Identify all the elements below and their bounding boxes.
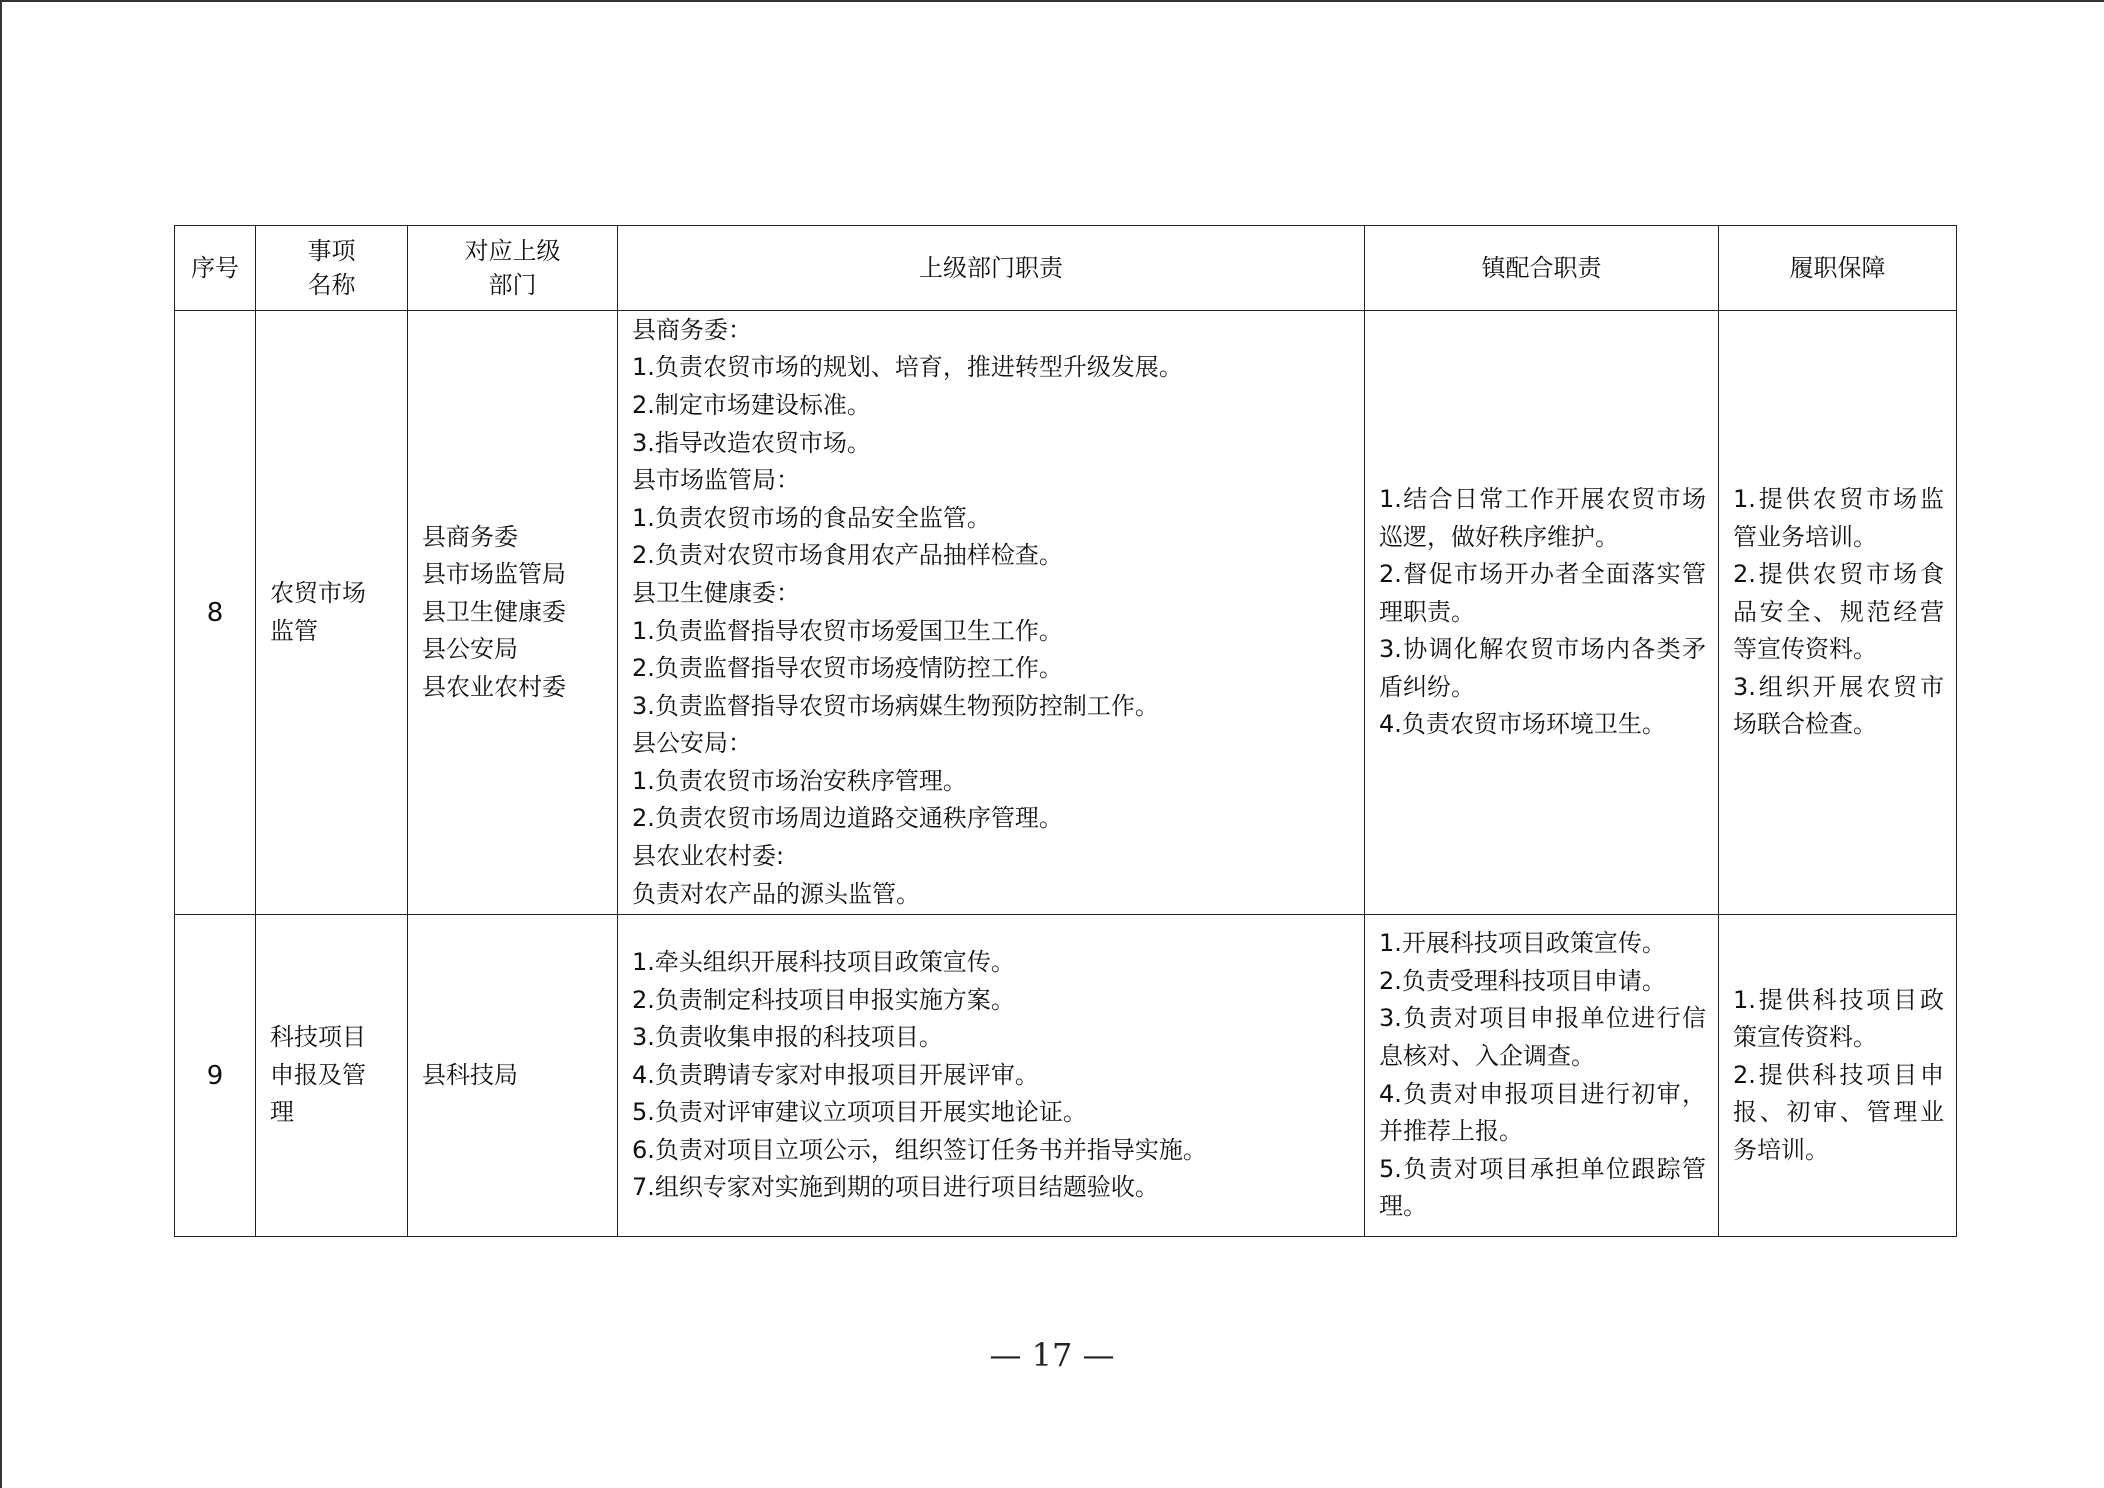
header-line: 名称 xyxy=(307,271,356,299)
duty-line: 县商务委： xyxy=(632,315,752,344)
town-duty-item: 1.结合日常工作开展农贸市场巡逻，做好秩序维护。 xyxy=(1379,484,1706,551)
header-number: 序号 xyxy=(175,226,256,311)
duty-line: 2.负责对农贸市场食用农产品抽样检查。 xyxy=(632,541,1063,570)
guarantee-item: 1.提供农贸市场监管业务培训。 xyxy=(1733,484,1944,551)
duty-line: 1.负责农贸市场的食品安全监管。 xyxy=(632,503,991,532)
table-row-9 xyxy=(175,915,1957,1237)
department-line: 县科技局 xyxy=(422,1060,518,1089)
town-duty-item: 4.负责对申报项目进行初审，并推荐上报。 xyxy=(1379,1079,1706,1146)
town-duty-item: 4.负责农贸市场环境卫生。 xyxy=(1379,710,1666,739)
header-item-name xyxy=(256,226,408,311)
duty-line: 2.负责制定科技项目申报实施方案。 xyxy=(632,985,1015,1014)
row-number: 8 xyxy=(175,311,256,915)
department-line: 县市场监管局 xyxy=(422,560,566,589)
row-number: 9 xyxy=(175,915,256,1237)
duty-line: 5.负责对评审建议立项项目开展实地论证。 xyxy=(632,1098,1087,1127)
guarantee-item: 2.提供科技项目申报、初审、管理业务培训。 xyxy=(1733,1060,1944,1164)
duty-line: 1.牵头组织开展科技项目政策宣传。 xyxy=(632,947,1015,976)
town-duty-item: 3.负责对项目申报单位进行信息核对、入企调查。 xyxy=(1379,1004,1706,1070)
duty-line: 县公安局： xyxy=(632,729,752,758)
item-name-line: 申报及管 xyxy=(270,1060,366,1089)
guarantees xyxy=(1719,915,1957,1237)
duty-line: 6.负责对项目立项公示，组织签订任务书并指导实施。 xyxy=(632,1135,1207,1164)
department-line: 县卫生健康委 xyxy=(422,597,566,626)
table-header-row xyxy=(175,226,1957,311)
department-line: 县商务委 xyxy=(422,522,518,551)
header-line: 事项 xyxy=(307,237,356,265)
header-guarantees: 履职保障 xyxy=(1719,226,1957,311)
duty-line: 1.负责农贸市场治安秩序管理。 xyxy=(632,766,967,795)
duty-line: 3.负责收集申报的科技项目。 xyxy=(632,1023,943,1052)
header-line: 部门 xyxy=(488,271,537,299)
superior-duties xyxy=(618,915,1365,1237)
duty-line: 4.负责聘请专家对申报项目开展评审。 xyxy=(632,1060,1039,1089)
duty-line: 2.负责农贸市场周边道路交通秩序管理。 xyxy=(632,804,1063,833)
duty-line: 2.制定市场建设标准。 xyxy=(632,390,871,419)
duty-line: 2.负责监督指导农贸市场疫情防控工作。 xyxy=(632,654,1063,683)
duty-line: 县农业农村委: xyxy=(632,842,785,871)
duty-line: 县卫生健康委： xyxy=(632,578,800,607)
guarantees xyxy=(1719,311,1957,915)
town-duty-item: 5.负责对项目承担单位跟踪管理。 xyxy=(1379,1154,1706,1221)
duty-line: 1.负责农贸市场的规划、培育，推进转型升级发展。 xyxy=(632,353,1183,382)
page-border-top xyxy=(0,0,2104,2)
header-superior-department xyxy=(408,226,618,311)
header-line: 对应上级 xyxy=(464,237,561,265)
superior-departments xyxy=(408,915,618,1237)
town-duty-item: 2.督促市场开办者全面落实管理职责。 xyxy=(1379,560,1706,626)
duty-line: 3.指导改造农贸市场。 xyxy=(632,428,871,457)
department-line: 县公安局 xyxy=(422,635,518,664)
guarantee-item: 1.提供科技项目政策宣传资料。 xyxy=(1733,985,1944,1052)
duty-line: 1.负责监督指导农贸市场爱国卫生工作。 xyxy=(632,616,1063,645)
item-name-line: 科技项目 xyxy=(270,1023,366,1052)
town-duties xyxy=(1365,311,1719,915)
superior-duties xyxy=(618,311,1365,915)
item-name-line: 农贸市场 xyxy=(270,578,366,607)
town-duty-item: 1.开展科技项目政策宣传。 xyxy=(1379,929,1666,958)
duty-line: 7.组织专家对实施到期的项目进行项目结题验收。 xyxy=(632,1173,1159,1202)
page-border-left xyxy=(0,0,2,1488)
page-number: — 17 — xyxy=(989,1336,1115,1374)
table-row-8 xyxy=(175,311,1957,915)
header-town-duties: 镇配合职责 xyxy=(1365,226,1719,311)
superior-departments xyxy=(408,311,618,915)
item-name-line: 理 xyxy=(270,1098,294,1127)
town-duties xyxy=(1365,915,1719,1237)
duty-line: 负责对农产品的源头监管。 xyxy=(632,879,920,908)
item-name-line: 监管 xyxy=(270,616,318,645)
duty-table xyxy=(174,225,1957,1237)
duty-line: 3.负责监督指导农贸市场病媒生物预防控制工作。 xyxy=(632,691,1159,720)
guarantee-item: 2.提供农贸市场食品安全、规范经营等宣传资料。 xyxy=(1733,560,1944,664)
item-name xyxy=(256,915,408,1237)
header-superior-duties: 上级部门职责 xyxy=(618,226,1365,311)
department-line: 县农业农村委 xyxy=(422,672,566,701)
guarantee-item: 3.组织开展农贸市场联合检查。 xyxy=(1733,672,1944,739)
item-name xyxy=(256,311,408,915)
duty-line: 县市场监管局： xyxy=(632,466,800,495)
town-duty-item: 3.协调化解农贸市场内各类矛盾纠纷。 xyxy=(1379,635,1706,701)
town-duty-item: 2.负责受理科技项目申请。 xyxy=(1379,966,1666,995)
